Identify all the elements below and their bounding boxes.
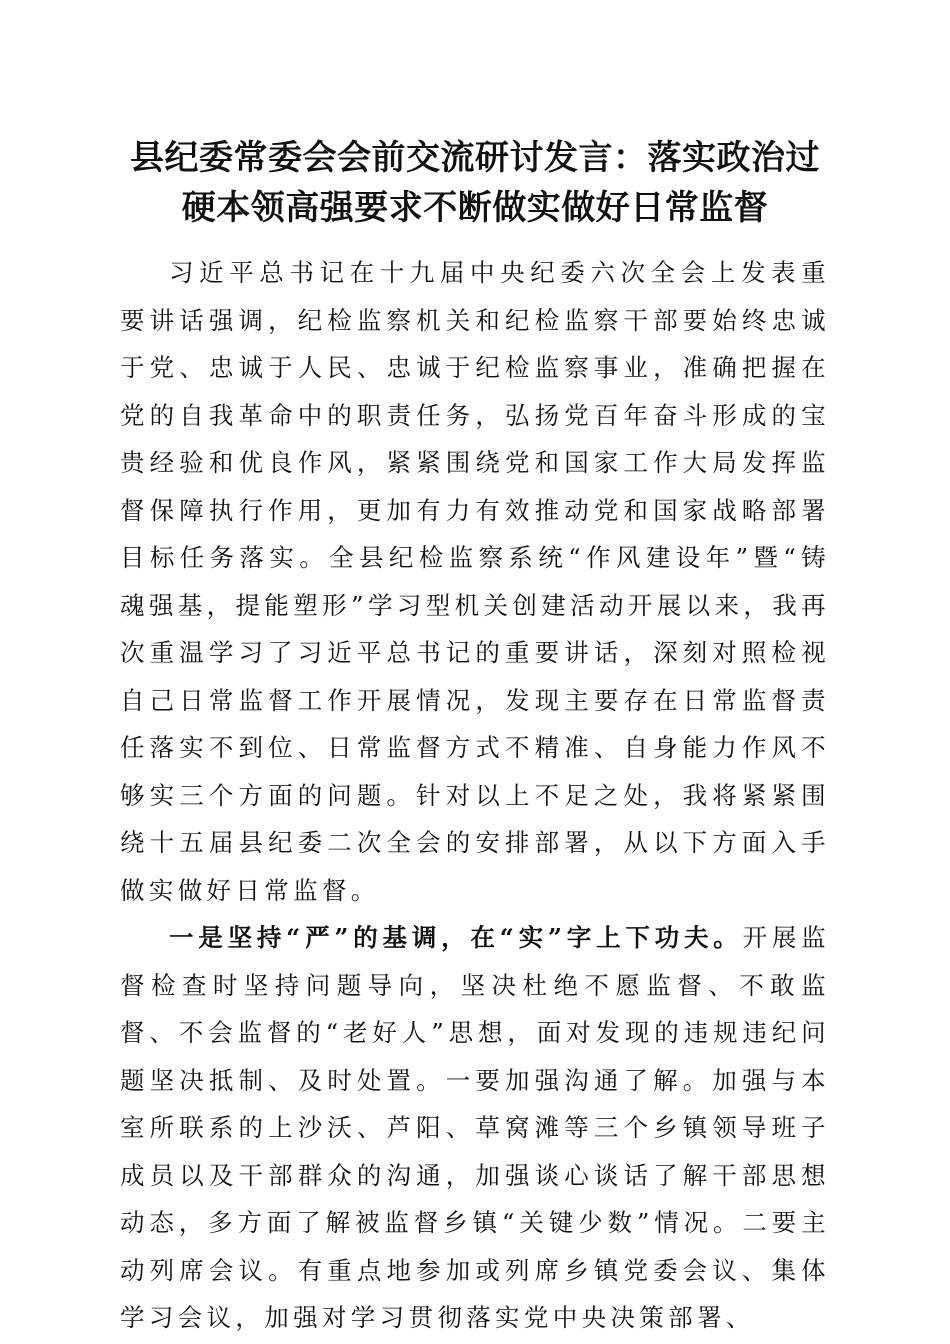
paragraph-point-one-body: 开展监督检查时坚持问题导向，坚决杜绝不愿监督、不敢监督、不会监督的“老好人”思想，面对发现的违规违纪问题坚决抵制、及时处置。一要加强沟通了解。加强与本室所联系的上沙沃、芦阳、草窝滩等三个乡镇领导班子成员以及干部群众的沟通，加强谈心谈话了解干部思想动态，多方面了解被监督乡镇“关键少数”情况。二要主动列席会议。有重点地参加或列席乡镇党委会议、集体学习会议，加强对学习贯彻落实党中央决策部署、 [120,923,831,1332]
paragraph-point-one-heading: 一是坚持“严”的基调，在“实”字上下功夫。 [169,923,743,952]
title-line-1: 县纪委常委会会前交流研讨发言：落实政治过 [130,138,820,178]
document-title [100,133,850,233]
title-line-2: 硬本领高强要求不断做实做好日常监督 [181,188,769,228]
paragraph-intro: 习近平总书记在十九届中央纪委六次全会上发表重要讲话强调，纪检监察机关和纪检监察干部要始终忠诚于党、忠诚于人民、忠诚于纪检监察事业，准确把握在党的自我革命中的职责任务，弘扬党百年奋斗形成的宝贵经验和优良作风，紧紧围绕党和国家工作大局发挥监督保障执行作用，更加有力有效推动党和国家战略部署目标任务落实。全县纪检监察系统“作风建设年”暨“铸魂强基，提能塑形”学习型机关创建活动开展以来，我再次重温学习了习近平总书记的重要讲话，深刻对照检视自己日常监督工作开展情况，发现主要存在日常监督责任落实不到位、日常监督方式不精准、自身能力作风不够实三个方面的问题。针对以上不足之处，我将紧紧围绕十五届县纪委二次全会的安排部署，从以下方面入手做实做好日常监督。 [120,258,830,905]
paragraph-point-one [120,914,830,1342]
document-body [120,249,830,1342]
